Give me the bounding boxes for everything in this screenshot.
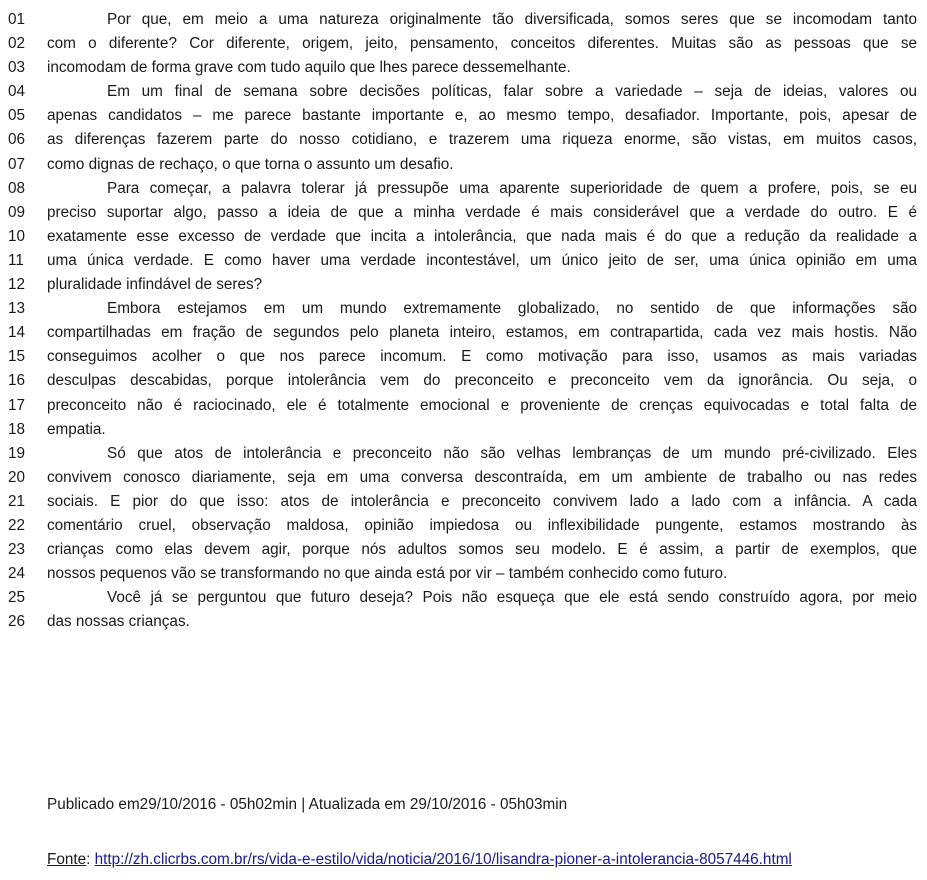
line-number: 03 [8,59,26,77]
line-text: Embora estejamos em um mundo extremamente globalizado, no sentido de que informações são [107,300,917,318]
line-text: pluralidade infindável de seres? [47,276,263,294]
text-line [0,345,927,369]
text-line [0,490,927,514]
line-text: preciso suportar algo, passo a ideia de que a minha verdade é mais considerável que a verdade do outro. E é [47,203,917,221]
text-line [0,321,927,345]
text-line [0,104,927,128]
line-number: 11 [8,251,24,269]
text-line [0,297,927,321]
line-number: 22 [8,516,26,534]
line-text: nossos pequenos vão se transformando no que ainda está por vir – também conhecido como futuro. [47,565,728,583]
text-line [0,394,927,418]
line-text: desculpas descabidas, porque intolerância vem do preconceito e preconceito vem da ignorância. Ou seja, o [47,372,917,390]
line-number: 10 [8,227,26,245]
line-number: 02 [8,35,26,53]
line-text: exatamente esse excesso de verdade que incita a intolerância, que nada mais é do que a redução da realidade a [47,227,917,245]
line-number: 17 [8,396,26,414]
text-line [0,538,927,562]
line-text: das nossas crianças. [47,613,190,631]
text-line [0,466,927,490]
text-line [0,369,927,393]
line-number: 13 [8,300,26,318]
line-number: 14 [8,324,26,342]
text-line [0,562,927,586]
text-line [0,610,927,634]
line-text: convivem conosco diariamente, seja em uma conversa descontraída, em um ambiente de trabalho ou nas redes [47,468,917,486]
line-text: comentário cruel, observação maldosa, opinião impiedosa ou inflexibilidade pungente, estamos mostrando às [47,516,917,534]
line-number: 05 [8,107,26,125]
line-text: sociais. E pior do que isso: atos de intolerância e preconceito convivem lado a lado com a infância. A cada [47,492,917,510]
line-text: com o diferente? Cor diferente, origem, jeito, pensamento, conceitos diferentes. Muitas são as pessoas que se [47,35,917,53]
line-number: 21 [8,492,26,510]
line-number: 04 [8,83,26,101]
text-line [0,56,927,80]
line-text: as diferenças fazerem parte do nosso cotidiano, e trazerem uma riqueza enorme, são vistas, em muitos casos, [47,131,917,149]
line-number: 25 [8,589,26,607]
line-text: Em um final de semana sobre decisões políticas, falar sobre a variedade – seja de ideias, valores ou [107,83,917,101]
text-line [0,249,927,273]
line-text: como dignas de rechaço, o que torna o assunto um desafio. [47,155,454,173]
source-separator: : [86,851,95,868]
line-number: 09 [8,203,26,221]
text-line [0,225,927,249]
text-line [0,80,927,104]
article-body [0,8,927,634]
text-line [0,273,927,297]
text-line [0,153,927,177]
line-text: apenas candidatos – me parece bastante importante e, ao mesmo tempo, desafiador. Importante, pois, apesar de [47,107,917,125]
line-number: 07 [8,155,26,173]
text-line [0,32,927,56]
line-number: 23 [8,541,26,559]
line-number: 24 [8,565,26,583]
line-number: 08 [8,179,26,197]
line-number: 18 [8,420,26,438]
line-number: 16 [8,372,26,390]
text-line [0,418,927,442]
publication-info: Publicado em29/10/2016 - 05h02min | Atualizada em 29/10/2016 - 05h03min [47,796,568,813]
text-line [0,128,927,152]
text-line [0,442,927,466]
line-text: conseguimos acolher o que nos parece incomum. E como motivação para isso, usamos as mais variadas [47,348,917,366]
line-number: 01 [8,11,26,28]
line-text: uma única verdade. E como haver uma verdade incontestável, um único jeito de ser, uma única opinião em uma [47,251,917,269]
line-number: 06 [8,131,26,149]
line-text: incomodam de forma grave com tudo aquilo que lhes parece dessemelhante. [47,59,571,77]
line-number: 12 [8,276,26,294]
line-text: Você já se perguntou que futuro deseja? Pois não esqueça que ele está sendo construído agora, por meio [107,589,917,607]
source-link[interactable]: http://zh.clicrbs.com.br/rs/vida-e-estilo/vida/noticia/2016/10/lisandra-pioner-a-intolerancia-8057446.html [94,851,792,868]
text-line [0,201,927,225]
source-citation [47,851,792,869]
line-number: 20 [8,468,26,486]
text-line [0,177,927,201]
line-text: Para começar, a palavra tolerar já pressupõe uma aparente superioridade de quem a profere, pois, se eu [107,179,917,197]
line-text: preconceito não é raciocinado, ele é totalmente emocional e proveniente de crenças equivocadas e total falta de [47,396,917,414]
text-line [0,8,927,32]
line-number: 15 [8,348,26,366]
line-text: compartilhadas em fração de segundos pelo planeta inteiro, estamos, em contrapartida, cada vez mais hostis. Não [47,324,917,342]
source-label: Fonte [47,851,87,868]
line-number: 19 [8,444,26,462]
text-line [0,586,927,610]
line-text: Só que atos de intolerância e preconceito não são velhas lembranças de um mundo pré-civilizado. Eles [107,444,917,462]
line-number: 26 [8,613,26,631]
line-text: crianças como elas devem agir, porque nós adultos somos seu modelo. E é assim, a partir de exemplos, que [47,541,917,559]
text-line [0,514,927,538]
line-text: Por que, em meio a uma natureza originalmente tão diversificada, somos seres que se incomodam tanto [107,11,917,28]
line-text: empatia. [47,420,106,438]
